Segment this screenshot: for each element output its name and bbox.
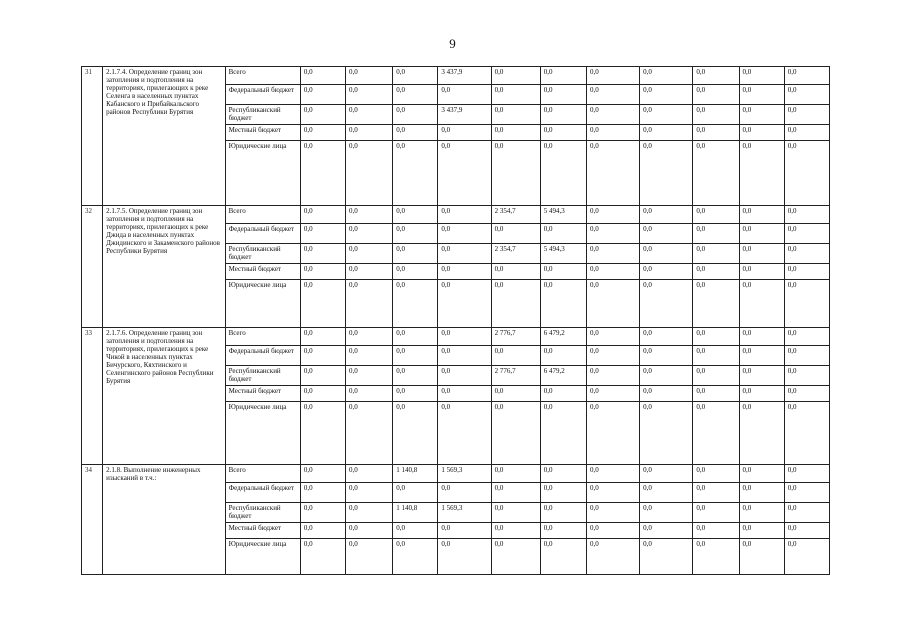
value-cell: 0,0 (784, 465, 829, 483)
funding-source: Республиканский бюджет (225, 105, 300, 125)
value-cell: 0,0 (640, 125, 693, 141)
value-cell: 0,0 (393, 67, 438, 85)
value-cell: 0,0 (540, 465, 586, 483)
value-cell: 0,0 (739, 465, 784, 483)
value-cell: 0,0 (491, 503, 540, 523)
value-cell: 6 479,2 (540, 328, 586, 346)
value-cell: 0,0 (438, 85, 491, 105)
value-cell: 0,0 (739, 523, 784, 539)
value-cell: 0,0 (438, 264, 491, 280)
value-cell: 0,0 (300, 244, 345, 264)
value-cell: 0,0 (438, 483, 491, 503)
value-cell: 0,0 (739, 328, 784, 346)
value-cell: 0,0 (491, 85, 540, 105)
value-cell: 0,0 (693, 125, 739, 141)
value-cell: 0,0 (693, 386, 739, 402)
value-cell: 0,0 (346, 244, 393, 264)
value-cell: 0,0 (393, 483, 438, 503)
activity-name: 2.1.8. Выполнение инженерных изысканий в т.ч.: (103, 465, 225, 575)
value-cell: 0,0 (491, 125, 540, 141)
value-cell: 0,0 (393, 244, 438, 264)
value-cell: 0,0 (300, 328, 345, 346)
value-cell: 0,0 (300, 85, 345, 105)
value-cell: 0,0 (586, 85, 639, 105)
value-cell: 0,0 (739, 141, 784, 206)
value-cell: 0,0 (784, 206, 829, 224)
value-cell: 0,0 (739, 539, 784, 575)
row-number: 31 (82, 67, 103, 206)
value-cell: 0,0 (393, 402, 438, 465)
value-cell: 0,0 (540, 402, 586, 465)
value-cell: 0,0 (491, 539, 540, 575)
value-cell: 0,0 (300, 503, 345, 523)
value-cell: 0,0 (586, 206, 639, 224)
value-cell: 0,0 (438, 125, 491, 141)
value-cell: 0,0 (586, 386, 639, 402)
table-body (82, 67, 830, 575)
value-cell: 5 494,3 (540, 244, 586, 264)
value-cell: 0,0 (640, 386, 693, 402)
value-cell: 0,0 (739, 244, 784, 264)
value-cell: 0,0 (739, 366, 784, 386)
value-cell: 0,0 (346, 328, 393, 346)
value-cell: 2 776,7 (491, 328, 540, 346)
value-cell: 0,0 (693, 523, 739, 539)
funding-source: Всего (225, 465, 300, 483)
value-cell: 0,0 (693, 67, 739, 85)
value-cell: 0,0 (640, 483, 693, 503)
value-cell: 0,0 (739, 125, 784, 141)
value-cell: 0,0 (346, 539, 393, 575)
value-cell: 1 140,8 (393, 503, 438, 523)
value-cell: 0,0 (491, 105, 540, 125)
activity-name: 2.1.7.4. Определение границ зон затопления и подтопления на территориях, прилегающих к реке Селенга в населенных пунктах Кабанского и Прибайкальского районов Республики Бурятия (103, 67, 225, 206)
value-cell: 0,0 (586, 402, 639, 465)
value-cell: 0,0 (393, 328, 438, 346)
value-cell: 0,0 (491, 264, 540, 280)
value-cell: 1 569,3 (438, 465, 491, 483)
value-cell: 0,0 (586, 366, 639, 386)
value-cell: 0,0 (693, 402, 739, 465)
value-cell: 0,0 (393, 539, 438, 575)
value-cell: 0,0 (346, 483, 393, 503)
value-cell: 0,0 (491, 141, 540, 206)
value-cell: 0,0 (784, 386, 829, 402)
value-cell: 0,0 (693, 483, 739, 503)
value-cell: 0,0 (393, 85, 438, 105)
funding-source: Местный бюджет (225, 125, 300, 141)
value-cell: 0,0 (346, 264, 393, 280)
table-row (82, 465, 830, 483)
value-cell: 0,0 (693, 346, 739, 366)
value-cell: 0,0 (438, 280, 491, 328)
table-row (82, 67, 830, 85)
value-cell: 2 354,7 (491, 206, 540, 224)
value-cell: 0,0 (739, 224, 784, 244)
funding-source: Всего (225, 67, 300, 85)
value-cell: 0,0 (784, 85, 829, 105)
value-cell: 0,0 (491, 483, 540, 503)
value-cell: 0,0 (540, 346, 586, 366)
value-cell: 0,0 (739, 67, 784, 85)
value-cell: 0,0 (784, 523, 829, 539)
value-cell: 0,0 (300, 224, 345, 244)
value-cell: 0,0 (693, 328, 739, 346)
value-cell: 0,0 (346, 386, 393, 402)
value-cell: 0,0 (640, 503, 693, 523)
value-cell: 0,0 (586, 483, 639, 503)
value-cell: 0,0 (300, 280, 345, 328)
value-cell: 0,0 (739, 85, 784, 105)
value-cell: 0,0 (491, 386, 540, 402)
value-cell: 0,0 (640, 264, 693, 280)
value-cell: 0,0 (739, 483, 784, 503)
value-cell: 5 494,3 (540, 206, 586, 224)
funding-source: Юридические лица (225, 539, 300, 575)
value-cell: 3 437,9 (438, 67, 491, 85)
value-cell: 0,0 (300, 206, 345, 224)
funding-source: Юридические лица (225, 402, 300, 465)
value-cell: 0,0 (491, 67, 540, 85)
value-cell: 0,0 (739, 402, 784, 465)
value-cell: 0,0 (586, 328, 639, 346)
value-cell: 0,0 (438, 206, 491, 224)
value-cell: 0,0 (438, 141, 491, 206)
value-cell: 0,0 (540, 386, 586, 402)
value-cell: 0,0 (784, 402, 829, 465)
value-cell: 0,0 (393, 264, 438, 280)
value-cell: 0,0 (491, 224, 540, 244)
value-cell: 0,0 (586, 346, 639, 366)
value-cell: 0,0 (640, 539, 693, 575)
value-cell: 0,0 (346, 366, 393, 386)
row-number: 33 (82, 328, 103, 465)
funding-source: Республиканский бюджет (225, 244, 300, 264)
value-cell: 0,0 (438, 386, 491, 402)
funding-source: Республиканский бюджет (225, 366, 300, 386)
value-cell: 0,0 (693, 503, 739, 523)
value-cell: 0,0 (393, 125, 438, 141)
value-cell: 0,0 (491, 465, 540, 483)
value-cell: 0,0 (640, 67, 693, 85)
value-cell: 0,0 (739, 264, 784, 280)
value-cell: 0,0 (300, 141, 345, 206)
value-cell: 0,0 (438, 539, 491, 575)
value-cell: 0,0 (491, 280, 540, 328)
funding-source: Федеральный бюджет (225, 346, 300, 366)
value-cell: 0,0 (784, 244, 829, 264)
value-cell: 0,0 (693, 244, 739, 264)
value-cell: 0,0 (693, 141, 739, 206)
value-cell: 1 569,3 (438, 503, 491, 523)
funding-source: Федеральный бюджет (225, 483, 300, 503)
value-cell: 0,0 (784, 328, 829, 346)
value-cell: 0,0 (438, 244, 491, 264)
value-cell: 0,0 (438, 523, 491, 539)
funding-source: Всего (225, 328, 300, 346)
value-cell: 0,0 (784, 125, 829, 141)
value-cell: 0,0 (784, 105, 829, 125)
value-cell: 0,0 (438, 224, 491, 244)
value-cell: 0,0 (784, 366, 829, 386)
value-cell: 0,0 (438, 328, 491, 346)
value-cell: 0,0 (586, 244, 639, 264)
value-cell: 0,0 (540, 67, 586, 85)
value-cell: 0,0 (640, 465, 693, 483)
value-cell: 0,0 (300, 402, 345, 465)
value-cell: 0,0 (586, 523, 639, 539)
table-row (82, 206, 830, 224)
value-cell: 0,0 (640, 141, 693, 206)
value-cell: 0,0 (540, 224, 586, 244)
value-cell: 0,0 (346, 125, 393, 141)
value-cell: 0,0 (300, 523, 345, 539)
value-cell: 0,0 (640, 280, 693, 328)
value-cell: 3 437,9 (438, 105, 491, 125)
value-cell: 0,0 (693, 105, 739, 125)
value-cell: 0,0 (586, 67, 639, 85)
value-cell: 0,0 (739, 386, 784, 402)
funding-source: Юридические лица (225, 141, 300, 206)
value-cell: 0,0 (540, 105, 586, 125)
value-cell: 0,0 (300, 346, 345, 366)
value-cell: 0,0 (784, 224, 829, 244)
value-cell: 0,0 (346, 523, 393, 539)
value-cell: 0,0 (739, 105, 784, 125)
value-cell: 6 479,2 (540, 366, 586, 386)
value-cell: 0,0 (640, 244, 693, 264)
value-cell: 0,0 (540, 483, 586, 503)
value-cell: 0,0 (693, 224, 739, 244)
value-cell: 0,0 (393, 206, 438, 224)
value-cell: 0,0 (784, 67, 829, 85)
value-cell: 0,0 (346, 67, 393, 85)
value-cell: 0,0 (693, 465, 739, 483)
value-cell: 0,0 (346, 105, 393, 125)
value-cell: 0,0 (586, 141, 639, 206)
value-cell: 0,0 (640, 346, 693, 366)
value-cell: 0,0 (739, 346, 784, 366)
value-cell: 0,0 (586, 224, 639, 244)
value-cell: 0,0 (586, 105, 639, 125)
value-cell: 0,0 (491, 346, 540, 366)
funding-source: Республиканский бюджет (225, 503, 300, 523)
value-cell: 0,0 (300, 264, 345, 280)
value-cell: 0,0 (438, 366, 491, 386)
value-cell: 0,0 (438, 346, 491, 366)
value-cell: 0,0 (540, 85, 586, 105)
value-cell: 0,0 (739, 503, 784, 523)
value-cell: 0,0 (640, 105, 693, 125)
row-number: 32 (82, 206, 103, 328)
value-cell: 0,0 (393, 366, 438, 386)
funding-source: Федеральный бюджет (225, 85, 300, 105)
value-cell: 0,0 (693, 280, 739, 328)
page-number: 9 (449, 36, 456, 51)
value-cell: 0,0 (693, 206, 739, 224)
value-cell: 0,0 (640, 366, 693, 386)
value-cell: 0,0 (739, 280, 784, 328)
value-cell: 0,0 (346, 85, 393, 105)
row-number: 34 (82, 465, 103, 575)
value-cell: 0,0 (346, 206, 393, 224)
activity-name: 2.1.7.5. Определение границ зон затопления и подтопления на территориях, прилегающих к реке Джида в населенных пунктах Джидинского и Закаменского районов Республики Бурятия (103, 206, 225, 328)
value-cell: 0,0 (586, 539, 639, 575)
funding-source: Юридические лица (225, 280, 300, 328)
value-cell: 0,0 (586, 465, 639, 483)
table-row (82, 328, 830, 346)
value-cell: 0,0 (693, 264, 739, 280)
value-cell: 0,0 (586, 503, 639, 523)
value-cell: 0,0 (346, 465, 393, 483)
value-cell: 0,0 (393, 141, 438, 206)
value-cell: 0,0 (784, 539, 829, 575)
budget-table (81, 66, 830, 575)
value-cell: 0,0 (393, 386, 438, 402)
value-cell: 0,0 (346, 141, 393, 206)
value-cell: 0,0 (300, 539, 345, 575)
value-cell: 0,0 (540, 280, 586, 328)
value-cell: 0,0 (491, 523, 540, 539)
value-cell: 0,0 (300, 483, 345, 503)
value-cell: 0,0 (586, 280, 639, 328)
value-cell: 0,0 (784, 141, 829, 206)
value-cell: 0,0 (346, 503, 393, 523)
value-cell: 0,0 (693, 366, 739, 386)
value-cell: 0,0 (300, 366, 345, 386)
value-cell: 0,0 (393, 346, 438, 366)
value-cell: 0,0 (300, 67, 345, 85)
value-cell: 0,0 (784, 346, 829, 366)
value-cell: 0,0 (540, 523, 586, 539)
funding-source: Всего (225, 206, 300, 224)
value-cell: 0,0 (300, 105, 345, 125)
value-cell: 0,0 (784, 280, 829, 328)
value-cell: 0,0 (300, 386, 345, 402)
funding-source: Федеральный бюджет (225, 224, 300, 244)
value-cell: 0,0 (491, 402, 540, 465)
value-cell: 0,0 (693, 539, 739, 575)
value-cell: 0,0 (393, 224, 438, 244)
value-cell: 0,0 (640, 85, 693, 105)
value-cell: 0,0 (540, 503, 586, 523)
value-cell: 0,0 (784, 483, 829, 503)
value-cell: 0,0 (784, 503, 829, 523)
value-cell: 0,0 (346, 280, 393, 328)
value-cell: 0,0 (393, 280, 438, 328)
value-cell: 2 776,7 (491, 366, 540, 386)
value-cell: 0,0 (693, 85, 739, 105)
value-cell: 0,0 (346, 224, 393, 244)
funding-source: Местный бюджет (225, 386, 300, 402)
value-cell: 0,0 (784, 264, 829, 280)
value-cell: 0,0 (640, 224, 693, 244)
value-cell: 0,0 (300, 465, 345, 483)
value-cell: 0,0 (640, 206, 693, 224)
value-cell: 0,0 (640, 402, 693, 465)
value-cell: 1 140,8 (393, 465, 438, 483)
activity-name: 2.1.7.6. Определение границ зон затопления и подтопления на территориях, прилегающих к реке Чикой в населенных пунктах Бичурского, Кяхтинского и Селенгинского районов Республики Бурятия (103, 328, 225, 465)
value-cell: 0,0 (540, 141, 586, 206)
value-cell: 0,0 (586, 264, 639, 280)
value-cell: 0,0 (586, 125, 639, 141)
value-cell: 0,0 (739, 206, 784, 224)
value-cell: 0,0 (346, 346, 393, 366)
value-cell: 0,0 (393, 105, 438, 125)
value-cell: 0,0 (640, 523, 693, 539)
value-cell: 0,0 (393, 523, 438, 539)
value-cell: 0,0 (540, 125, 586, 141)
value-cell: 0,0 (540, 539, 586, 575)
value-cell: 0,0 (346, 402, 393, 465)
value-cell: 0,0 (438, 402, 491, 465)
value-cell: 0,0 (300, 125, 345, 141)
value-cell: 2 354,7 (491, 244, 540, 264)
value-cell: 0,0 (540, 264, 586, 280)
funding-source: Местный бюджет (225, 264, 300, 280)
funding-source: Местный бюджет (225, 523, 300, 539)
value-cell: 0,0 (640, 328, 693, 346)
